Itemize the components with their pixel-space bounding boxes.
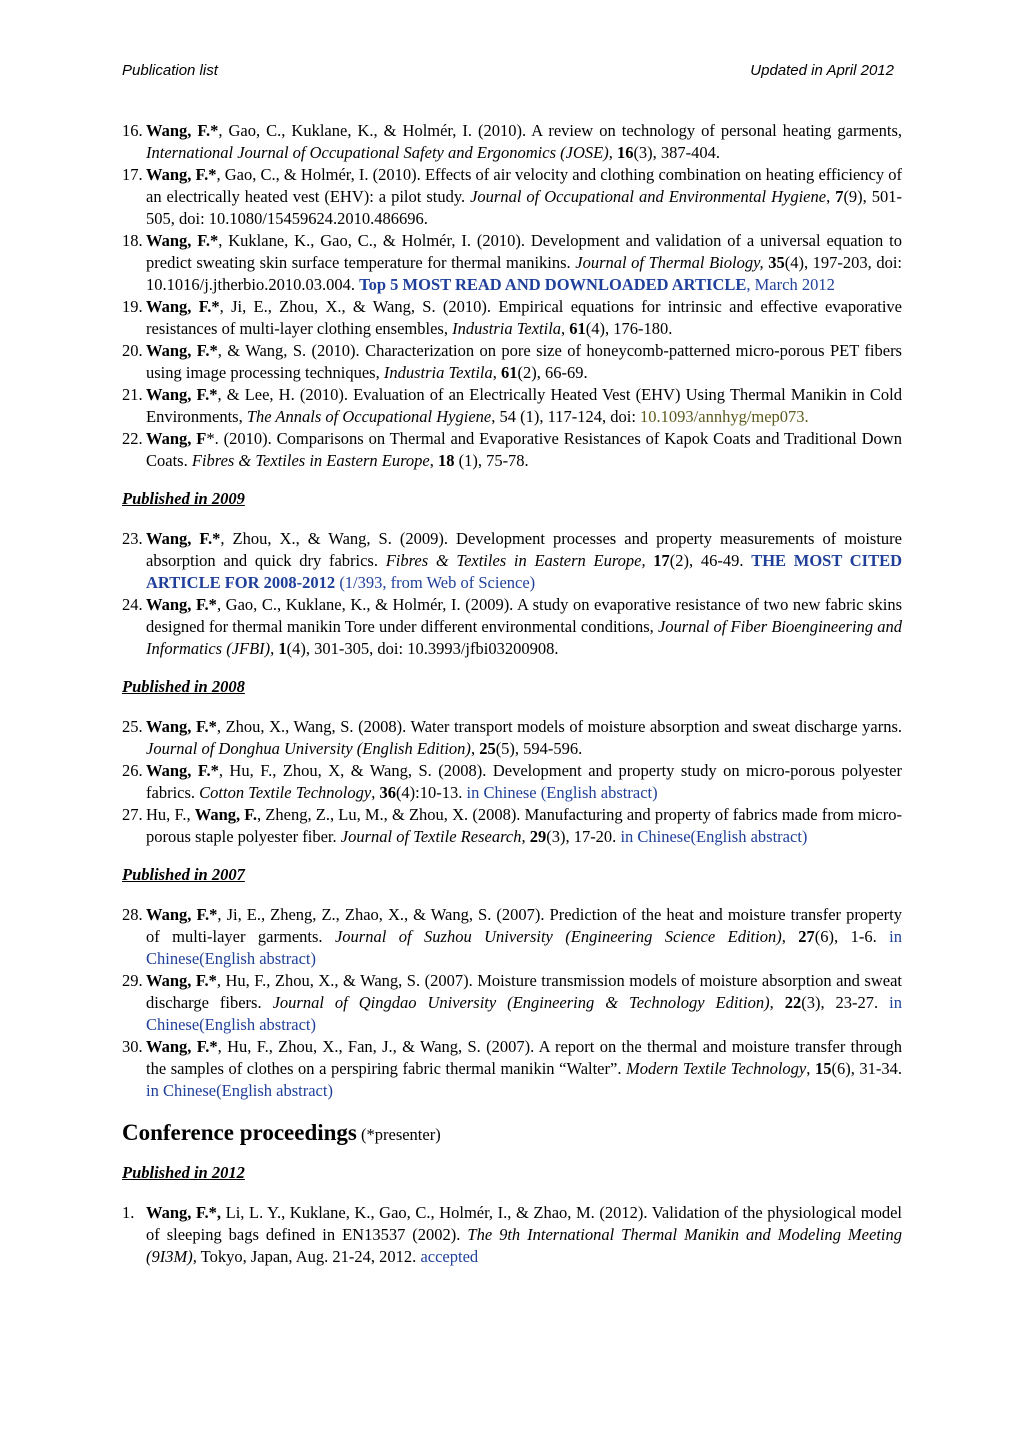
- journal: The 9th International Thermal Manikin and Modeling Meeting (9I3M),: [146, 1225, 902, 1266]
- journal: Fibres & Textiles in Eastern Europe: [191, 451, 430, 470]
- journal: Modern Textile Technology: [626, 1059, 807, 1078]
- journal: The Annals of Occupational Hygiene: [246, 407, 492, 426]
- journal: Industria Textila: [452, 319, 562, 338]
- section-heading-2012: Published in 2012: [122, 1163, 245, 1182]
- author: Wang, F.*: [146, 297, 220, 316]
- journal: Fibres & Textiles in Eastern Europe,: [385, 551, 646, 570]
- author: Wang, F.*: [146, 971, 217, 990]
- language-note: in Chinese(English abstract): [146, 1081, 333, 1100]
- section-heading-2007: Published in 2007: [122, 865, 245, 884]
- publication-entry-21: 21. Wang, F.*, & Lee, H. (2010). Evaluation of an Electrically Heated Vest (EHV) Using Thermal Manikin in Cold Environments, The Annals of Occupational Hygiene, 54 (1), 117-124, doi: 10.1093/annhyg/mep073.: [122, 385, 902, 426]
- publication-entry-25: 25. Wang, F.*, Zhou, X., Wang, S. (2008). Water transport models of moisture absorption and sweat discharge yarns. Journal of Donghua University (English Edition), 25(5), 594-596.: [122, 717, 902, 758]
- journal: Industria Textila: [383, 363, 493, 382]
- journal: Cotton Textile Technology: [199, 783, 372, 802]
- publication-entry-29: 29. Wang, F.*, Hu, F., Zhou, X., & Wang, S. (2007). Moisture transmission models of moisture absorption and sweat discharge fibers. Journal of Qingdao University (Engineering & Technology Edition), 22(3), 23-27. in Chinese(English abstract): [122, 971, 903, 1034]
- section-heading-2009: Published in 2009: [122, 489, 245, 508]
- publication-entry-28: 28. Wang, F.*, Ji, E., Zheng, Z., Zhao, X., & Wang, S. (2007). Prediction of the heat and moisture transfer property of multi-layer garments. Journal of Suzhou University (Engineering Science Edition), 27(6), 1-6. in Chinese(English abstract): [122, 905, 903, 968]
- author: Wang, F.*: [146, 165, 217, 184]
- author: Wang, F.*: [146, 341, 218, 360]
- journal: Journal of Qingdao University (Engineering & Technology Edition): [272, 993, 770, 1012]
- author: Wang, F.*: [146, 595, 217, 614]
- author: Wang, F.: [194, 805, 258, 824]
- highlight-note: Top 5 MOST READ AND DOWNLOADED ARTICLE: [359, 275, 747, 294]
- author: Wang, F.*: [146, 717, 217, 736]
- doi-link[interactable]: 10.1093/annhyg/mep073.: [640, 407, 809, 426]
- journal: Journal of Textile Research: [340, 827, 522, 846]
- status-note: accepted: [420, 1247, 479, 1266]
- publication-entry-16: 16. Wang, F.*, Gao, C., Kuklane, K., & Holmér, I. (2010). A review on technology of personal heating garments, International Journal of Occupational Safety and Ergonomics (JOSE), 16(3), 387-404.: [122, 121, 902, 162]
- section-heading-2008: Published in 2008: [122, 677, 245, 696]
- journal: Journal of Occupational and Environmental Hygiene: [470, 187, 827, 206]
- conference-entry-1: 1. Wang, F.*, Li, L. Y., Kuklane, K., Gao, C., Holmér, I., & Zhao, M. (2012). Validation of the physiological model of sleeping bags defined in EN13537 (2002). The 9th International Thermal Manikin and Modeling Meeting (9I3M), Tokyo, Japan, Aug. 21-24, 2012. accepted: [122, 1203, 902, 1266]
- language-note: in Chinese (English abstract): [466, 783, 658, 802]
- journal: International Journal of Occupational Safety and Ergonomics (JOSE): [146, 143, 609, 162]
- language-note: in Chinese(English abstract): [146, 993, 903, 1034]
- author: Wang, F.*: [146, 1037, 218, 1056]
- publication-entry-24: 24. Wang, F.*, Gao, C., Kuklane, K., & Holmér, I. (2009). A study on evaporative resistance of two new fabric skins designed for thermal manikin Tore under different environmental conditions, Journal of Fiber Bioengineering and Informatics (JFBI), 1(4), 301-305, doi: 10.3993/jfbi03200908.: [122, 595, 902, 658]
- conference-proceedings-heading: Conference proceedings (*presenter): [122, 1120, 441, 1145]
- author: Wang, F.*: [146, 529, 221, 548]
- publication-entry-20: 20. Wang, F.*, & Wang, S. (2010). Characterization on pore size of honeycomb-patterned micro-porous PET fibers using image processing techniques, Industria Textila, 61(2), 66-69.: [122, 341, 902, 382]
- presenter-note: (*presenter): [356, 1125, 441, 1144]
- header-updated: Updated in April 2012: [750, 62, 894, 79]
- author: Wang, F.*: [146, 231, 219, 250]
- header-title: Publication list: [122, 62, 218, 79]
- publication-entry-17: 17. Wang, F.*, Gao, C., & Holmér, I. (2010). Effects of air velocity and clothing combination on heating efficiency of an electrically heated vest (EHV): a pilot study. Journal of Occupational and Environmental Hygiene, 7(9), 501-505, doi: 10.1080/15459624.2010.486696.: [122, 165, 903, 228]
- publication-list: [122, 120, 902, 1268]
- publication-entry-19: 19. Wang, F.*, Ji, E., Zhou, X., & Wang, S. (2010). Empirical equations for intrinsic and effective evaporative resistances of multi-layer clothing ensembles, Industria Textila, 61(4), 176-180.: [122, 297, 902, 338]
- journal: Journal of Suzhou University (Engineering Science Edition): [334, 927, 782, 946]
- author: Wang, F: [146, 429, 207, 448]
- journal: Journal of Thermal Biology,: [575, 253, 764, 272]
- publication-entry-23: 23. Wang, F.*, Zhou, X., & Wang, S. (2009). Development processes and property measurements of moisture absorption and quick dry fabrics. Fibres & Textiles in Eastern Europe, 17(2), 46-49. THE MOST CITED ARTICLE FOR 2008-2012 (1/393, from Web of Science): [122, 529, 903, 592]
- author: Wang, F.*: [146, 905, 218, 924]
- language-note: in Chinese(English abstract): [146, 927, 903, 968]
- author: Wang, F.*: [146, 385, 218, 404]
- publication-entry-22: 22. Wang, F*. (2010). Comparisons on Thermal and Evaporative Resistances of Kapok Coats and Traditional Down Coats. Fibres & Textiles in Eastern Europe, 18 (1), 75-78.: [122, 429, 902, 470]
- language-note: in Chinese(English abstract): [620, 827, 808, 846]
- publication-entry-30: 30. Wang, F.*, Hu, F., Zhou, X., Fan, J., & Wang, S. (2007). A report on the thermal and moisture transfer through the samples of clothes on a perspiring fabric thermal manikin “Walter”. Modern Textile Technology, 15(6), 31-34. in Chinese(English abstract): [122, 1037, 903, 1100]
- author: Wang, F.*,: [146, 1203, 222, 1222]
- publication-entry-27: 27. Hu, F., Wang, F., Zheng, Z., Lu, M., & Zhou, X. (2008). Manufacturing and property of fabrics made from micro-porous staple polyester fiber. Journal of Textile Research, 29(3), 17-20. in Chinese(English abstract): [122, 805, 902, 846]
- author: Wang, F.*: [146, 121, 219, 140]
- publication-entry-18: 18. Wang, F.*, Kuklane, K., Gao, C., & Holmér, I. (2010). Development and validation of a universal equation to predict sweating skin surface temperature for thermal manikins. Journal of Thermal Biology, 35(4), 197-203, doi: 10.1016/j.jtherbio.2010.03.004. Top 5 MOST READ AND DOWNLOADED ARTICLE, March 2012: [122, 231, 903, 294]
- highlight-note: THE MOST CITED ARTICLE FOR 2008-2012: [146, 551, 903, 592]
- journal: Journal of Fiber Bioengineering and Informatics (JFBI): [146, 617, 902, 658]
- journal: Journal of Donghua University (English Edition): [146, 739, 471, 758]
- author: Wang, F.*: [146, 761, 219, 780]
- publication-entry-26: 26. Wang, F.*, Hu, F., Zhou, X, & Wang, S. (2008). Development and property study on micro-porous polyester fabrics. Cotton Textile Technology, 36(4):10-13. in Chinese (English abstract): [122, 761, 902, 802]
